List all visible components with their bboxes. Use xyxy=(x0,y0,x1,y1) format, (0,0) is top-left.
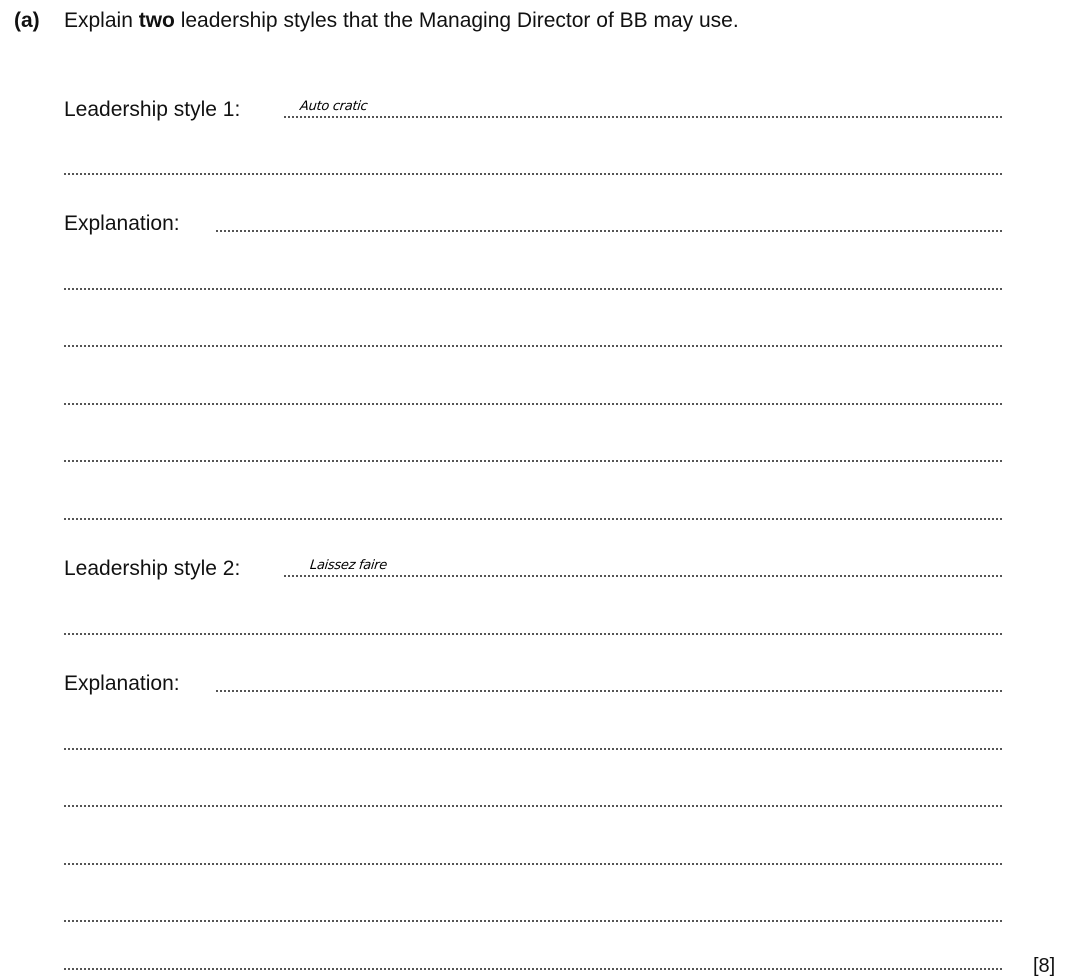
answer-line[interactable] xyxy=(64,946,1002,976)
dotted-answer-line xyxy=(216,230,1002,232)
marks-allocation: [8] xyxy=(1033,955,1056,977)
answer-line[interactable] xyxy=(64,266,1002,296)
dotted-answer-line xyxy=(284,116,1002,118)
style1-answer-line[interactable] xyxy=(64,94,1002,124)
dotted-answer-line xyxy=(64,518,1002,520)
answer-line[interactable] xyxy=(64,151,1002,181)
dotted-answer-line xyxy=(64,968,1002,970)
answer-line[interactable] xyxy=(64,381,1002,411)
dotted-answer-line xyxy=(64,748,1002,750)
question-number: (a) xyxy=(14,9,40,32)
question-text-emphasis: two xyxy=(138,9,175,32)
dotted-answer-line xyxy=(216,690,1002,692)
dotted-answer-line xyxy=(64,863,1002,865)
explanation2-answer-line[interactable] xyxy=(64,668,1002,698)
answer-line[interactable] xyxy=(64,496,1002,526)
dotted-answer-line xyxy=(64,633,1002,635)
style2-handwritten-answer: Laissez faire xyxy=(309,558,388,573)
answer-line[interactable] xyxy=(64,726,1002,756)
style2-answer-line[interactable] xyxy=(64,553,1002,583)
question-text-end: leadership styles that the Managing Director of BB may use. xyxy=(174,9,739,32)
style1-label: Leadership style 1: xyxy=(64,98,241,121)
explanation1-answer-line[interactable] xyxy=(64,208,1002,238)
answer-line[interactable] xyxy=(64,323,1002,353)
explanation2-label: Explanation: xyxy=(64,672,180,695)
dotted-answer-line xyxy=(64,805,1002,807)
answer-line[interactable] xyxy=(64,438,1002,468)
dotted-answer-line xyxy=(64,403,1002,405)
question-text-start: Explain xyxy=(64,9,139,32)
dotted-answer-line xyxy=(64,345,1002,347)
explanation1-label: Explanation: xyxy=(64,212,180,235)
dotted-answer-line xyxy=(64,288,1002,290)
answer-line[interactable] xyxy=(64,611,1002,641)
answer-line[interactable] xyxy=(64,841,1002,871)
answer-line[interactable] xyxy=(64,898,1002,928)
dotted-answer-line xyxy=(64,460,1002,462)
style2-label: Leadership style 2: xyxy=(64,557,241,580)
style1-handwritten-answer: Auto cratic xyxy=(299,99,369,114)
answer-line[interactable] xyxy=(64,783,1002,813)
question-text xyxy=(64,9,739,33)
dotted-answer-line xyxy=(284,575,1002,577)
dotted-answer-line xyxy=(64,920,1002,922)
dotted-answer-line xyxy=(64,173,1002,175)
